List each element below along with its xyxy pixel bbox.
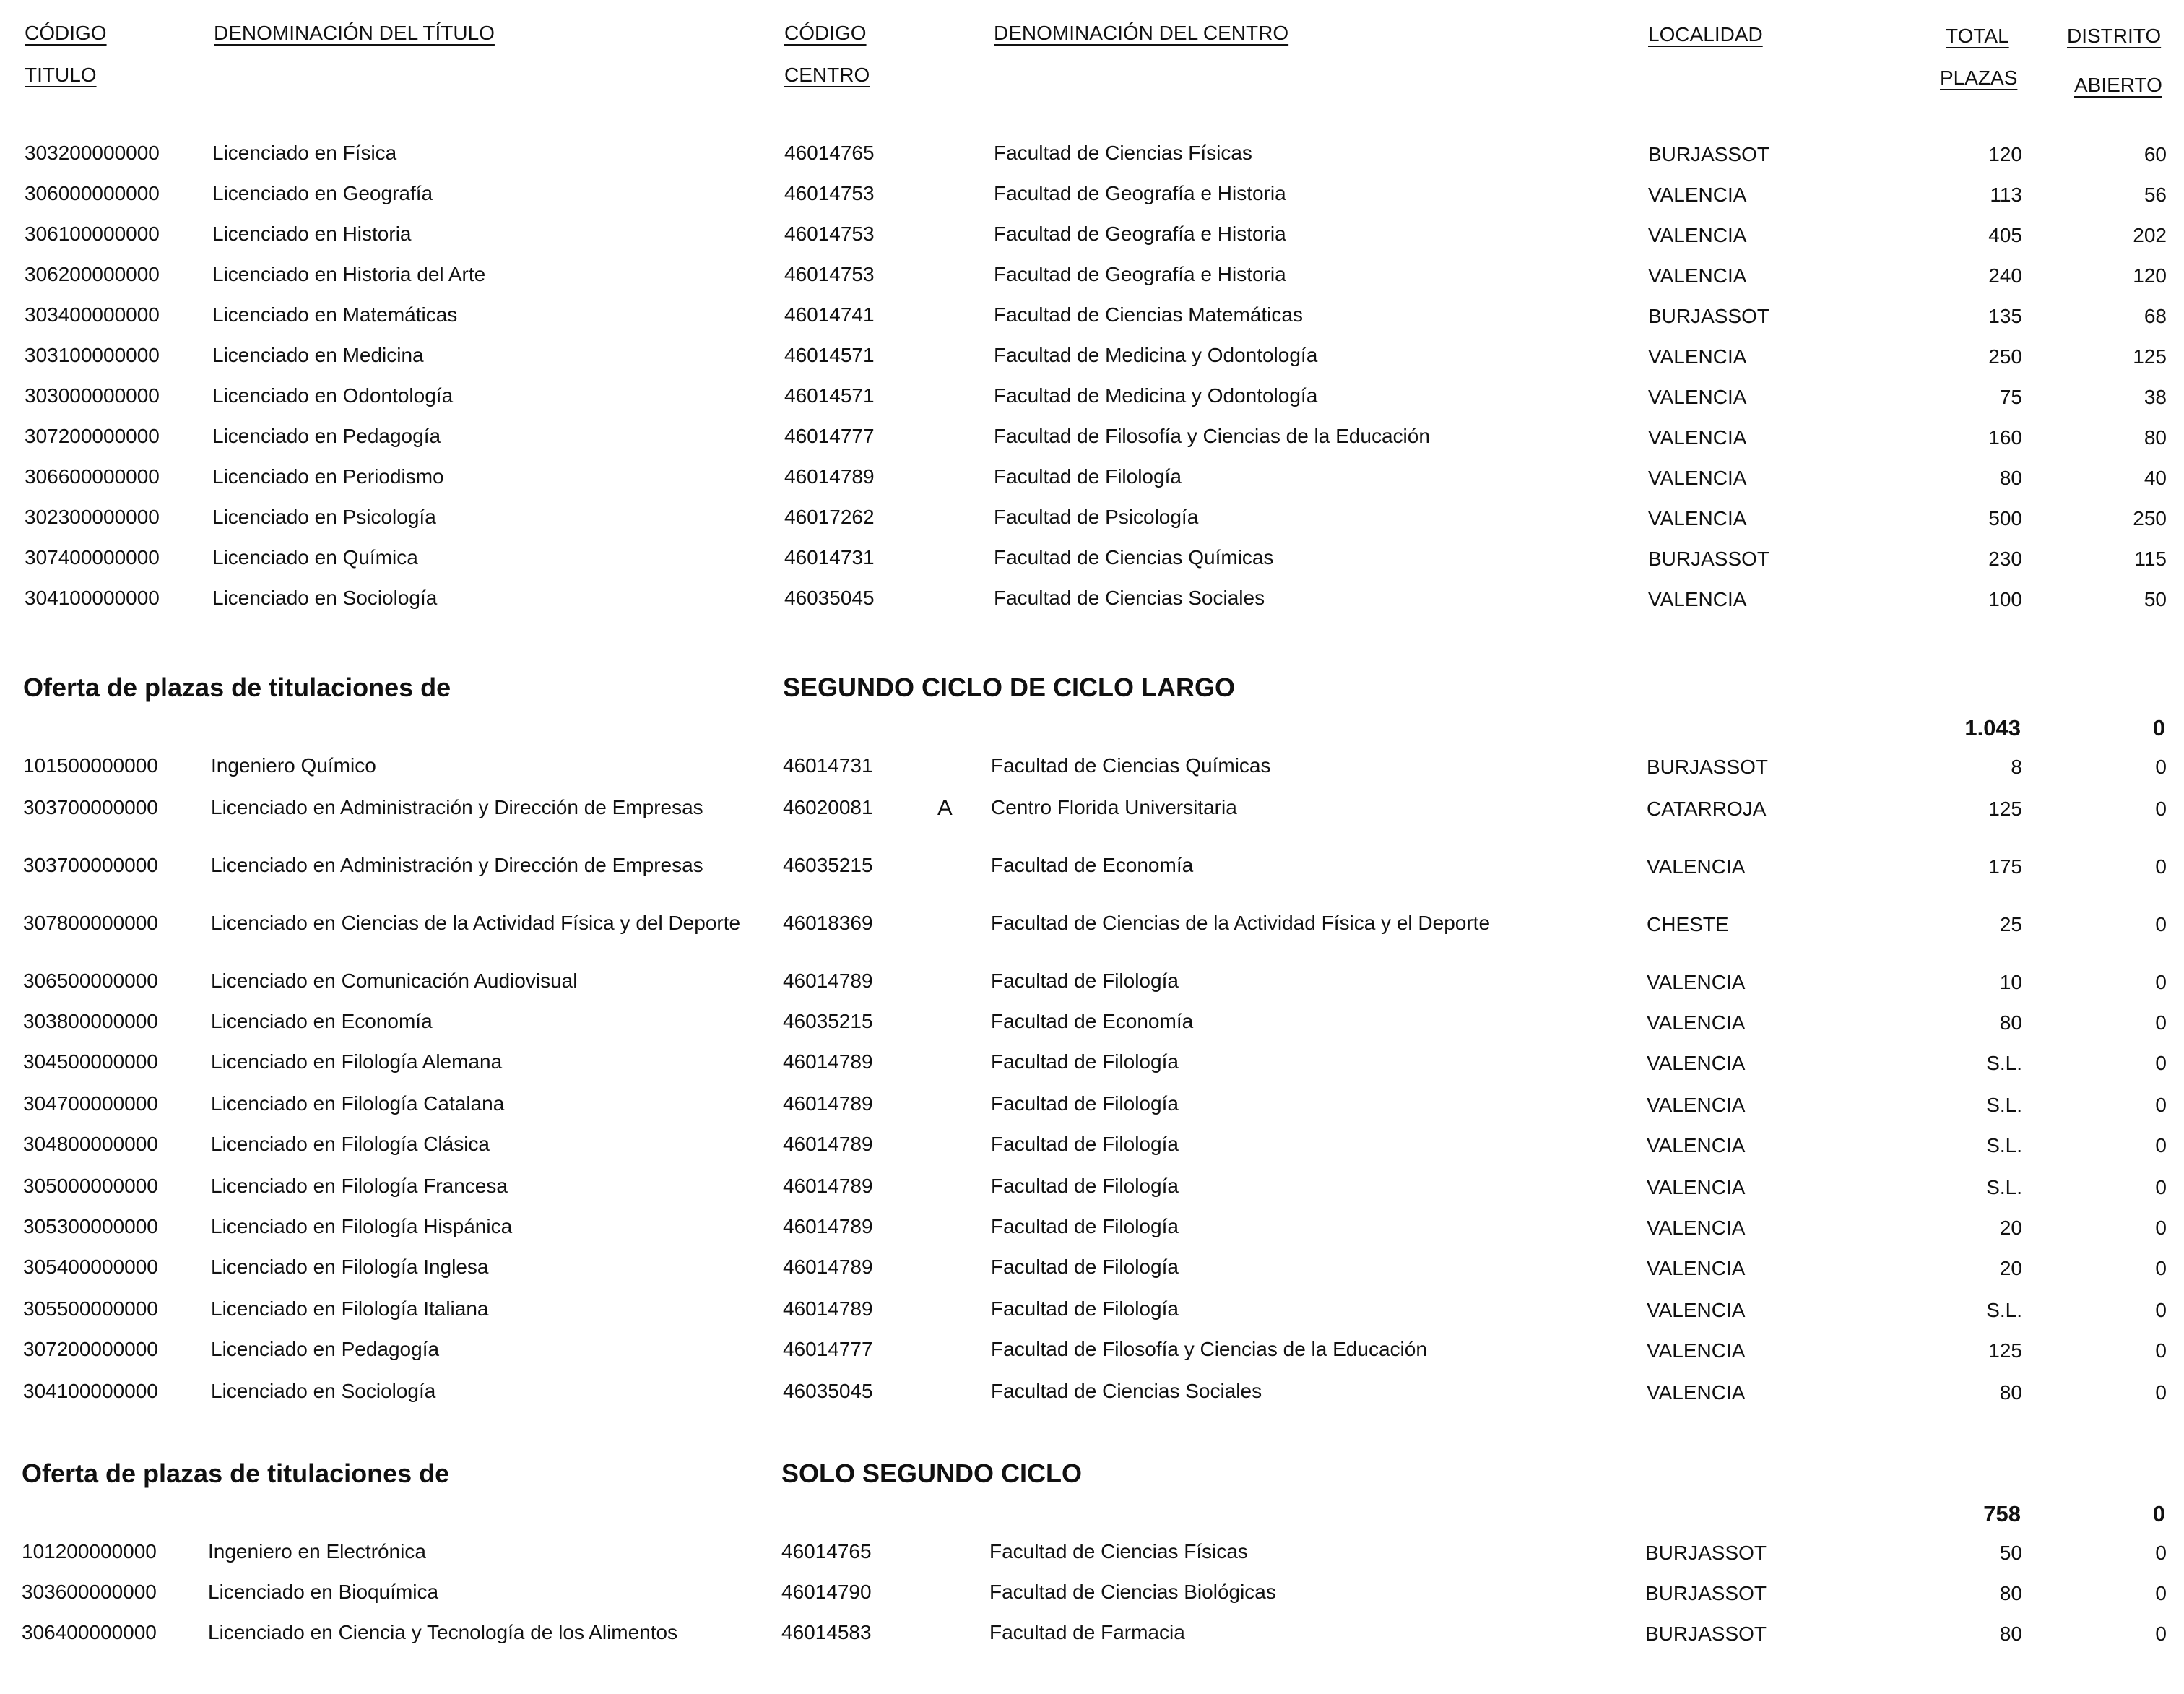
denominacion-titulo: Licenciado en Filología Clásica bbox=[211, 1133, 490, 1155]
denominacion-titulo: Licenciado en Filología Italiana bbox=[211, 1297, 489, 1320]
centro-marca: A bbox=[937, 795, 953, 820]
denominacion-titulo: Licenciado en Física bbox=[212, 142, 397, 164]
denominacion-titulo: Licenciado en Filología Alemana bbox=[211, 1050, 503, 1073]
distrito-abierto: 0 bbox=[2155, 1217, 2167, 1239]
total-plazas: 80 bbox=[1999, 1622, 2022, 1645]
codigo-titulo: 306400000000 bbox=[22, 1621, 157, 1643]
codigo-titulo: 303100000000 bbox=[25, 344, 160, 366]
denominacion-titulo: Ingeniero en Electrónica bbox=[208, 1540, 426, 1563]
denominacion-centro: Facultad de Geografía e Historia bbox=[994, 222, 1286, 245]
codigo-centro: 46014789 bbox=[784, 465, 875, 488]
denominacion-centro: Facultad de Farmacia bbox=[989, 1621, 1185, 1643]
codigo-centro: 46014789 bbox=[783, 1175, 873, 1197]
localidad: VALENCIA bbox=[1647, 1381, 1746, 1404]
total-plazas: 135 bbox=[1988, 305, 2022, 327]
denominacion-centro: Facultad de Filosofía y Ciencias de la Educación bbox=[991, 1338, 1427, 1360]
codigo-titulo: 307200000000 bbox=[25, 425, 160, 447]
codigo-titulo: 306200000000 bbox=[25, 263, 160, 285]
total-plazas: 160 bbox=[1988, 426, 2022, 449]
distrito-abierto: 202 bbox=[2133, 224, 2167, 246]
codigo-centro: 46035045 bbox=[784, 587, 875, 609]
codigo-centro: 46014765 bbox=[784, 142, 875, 164]
total-plazas: S.L. bbox=[1986, 1176, 2022, 1198]
distrito-abierto: 0 bbox=[2155, 971, 2167, 993]
denominacion-titulo: Licenciado en Economía bbox=[211, 1010, 433, 1032]
codigo-titulo: 306500000000 bbox=[23, 969, 158, 992]
denominacion-centro: Facultad de Ciencias Químicas bbox=[991, 754, 1271, 777]
section-heading: Oferta de plazas de titulaciones de bbox=[22, 1459, 450, 1488]
total-plazas: 250 bbox=[1988, 345, 2022, 368]
header-denominacion-titulo: DENOMINACIÓN DEL TÍTULO bbox=[214, 22, 495, 44]
total-plazas: S.L. bbox=[1986, 1094, 2022, 1116]
codigo-titulo: 101500000000 bbox=[23, 754, 158, 777]
denominacion-titulo: Licenciado en Odontología bbox=[212, 384, 454, 407]
codigo-titulo: 306600000000 bbox=[25, 465, 160, 488]
localidad: BURJASSOT bbox=[1645, 1542, 1767, 1564]
localidad: CHESTE bbox=[1647, 913, 1729, 935]
localidad: VALENCIA bbox=[1648, 386, 1747, 408]
denominacion-titulo: Licenciado en Química bbox=[212, 546, 418, 569]
denominacion-centro: Facultad de Filología bbox=[991, 1175, 1179, 1197]
denominacion-centro: Facultad de Ciencias Sociales bbox=[991, 1380, 1262, 1402]
localidad: VALENCIA bbox=[1647, 855, 1746, 878]
denominacion-centro: Facultad de Filología bbox=[991, 1092, 1179, 1115]
section-total-distrito: 0 bbox=[2152, 715, 2165, 740]
denominacion-centro: Facultad de Economía bbox=[991, 1010, 1194, 1032]
codigo-centro: 46014571 bbox=[784, 344, 875, 366]
codigo-centro: 46014731 bbox=[783, 754, 873, 777]
codigo-centro: 46035215 bbox=[783, 1010, 873, 1032]
localidad: VALENCIA bbox=[1647, 1339, 1746, 1362]
distrito-abierto: 0 bbox=[2155, 1094, 2167, 1116]
codigo-centro: 46035045 bbox=[783, 1380, 873, 1402]
codigo-titulo: 303800000000 bbox=[23, 1010, 158, 1032]
distrito-abierto: 120 bbox=[2133, 264, 2167, 287]
codigo-titulo: 307200000000 bbox=[23, 1338, 158, 1360]
localidad: VALENCIA bbox=[1648, 264, 1747, 287]
codigo-titulo: 303700000000 bbox=[23, 854, 158, 876]
codigo-centro: 46014777 bbox=[784, 425, 875, 447]
codigo-centro: 46014777 bbox=[783, 1338, 873, 1360]
codigo-titulo: 302300000000 bbox=[25, 506, 160, 528]
total-plazas: 175 bbox=[1988, 855, 2022, 878]
denominacion-titulo: Licenciado en Geografía bbox=[212, 182, 433, 204]
section-heading: Oferta de plazas de titulaciones de bbox=[23, 673, 451, 702]
denominacion-centro: Facultad de Filología bbox=[991, 969, 1179, 992]
codigo-titulo: 305400000000 bbox=[23, 1256, 158, 1278]
codigo-titulo: 101200000000 bbox=[22, 1540, 157, 1563]
distrito-abierto: 0 bbox=[2155, 1011, 2167, 1034]
codigo-titulo: 304500000000 bbox=[23, 1050, 158, 1073]
denominacion-centro: Facultad de Geografía e Historia bbox=[994, 182, 1286, 204]
denominacion-titulo: Licenciado en Ciencias de la Actividad Física y del Deporte bbox=[211, 912, 741, 934]
codigo-centro: 46014789 bbox=[783, 1297, 873, 1320]
denominacion-titulo: Licenciado en Historia del Arte bbox=[212, 263, 486, 285]
distrito-abierto: 0 bbox=[2155, 756, 2167, 778]
denominacion-centro: Facultad de Filología bbox=[994, 465, 1182, 488]
denominacion-centro: Facultad de Filosofía y Ciencias de la Educación bbox=[994, 425, 1430, 447]
total-plazas: 80 bbox=[1999, 1582, 2022, 1604]
header-distrito-abierto-line2: ABIERTO bbox=[2074, 74, 2162, 96]
total-plazas: 120 bbox=[1988, 143, 2022, 165]
total-plazas: 500 bbox=[1988, 507, 2022, 530]
denominacion-centro: Facultad de Ciencias de la Actividad Física y el Deporte bbox=[991, 912, 1491, 934]
total-plazas: 125 bbox=[1988, 798, 2022, 820]
denominacion-titulo: Ingeniero Químico bbox=[211, 754, 376, 777]
denominacion-centro: Facultad de Medicina y Odontología bbox=[994, 384, 1318, 407]
denominacion-titulo: Licenciado en Historia bbox=[212, 222, 412, 245]
total-plazas: 113 bbox=[1990, 183, 2022, 206]
distrito-abierto: 68 bbox=[2144, 305, 2167, 327]
denominacion-titulo: Licenciado en Filología Francesa bbox=[211, 1175, 508, 1197]
denominacion-centro: Facultad de Filología bbox=[991, 1050, 1179, 1073]
denominacion-titulo: Licenciado en Filología Inglesa bbox=[211, 1256, 489, 1278]
total-plazas: 100 bbox=[1988, 588, 2022, 610]
codigo-titulo: 303600000000 bbox=[22, 1581, 157, 1603]
section-type: SEGUNDO CICLO DE CICLO LARGO bbox=[783, 673, 1236, 702]
distrito-abierto: 0 bbox=[2155, 1176, 2167, 1198]
localidad: BURJASSOT bbox=[1647, 756, 1769, 778]
distrito-abierto: 0 bbox=[2155, 1542, 2167, 1564]
denominacion-centro: Facultad de Economía bbox=[991, 854, 1194, 876]
denominacion-titulo: Licenciado en Filología Catalana bbox=[211, 1092, 505, 1115]
header-denominacion-centro: DENOMINACIÓN DEL CENTRO bbox=[994, 22, 1289, 44]
denominacion-centro: Facultad de Ciencias Físicas bbox=[994, 142, 1252, 164]
denominacion-centro: Facultad de Geografía e Historia bbox=[994, 263, 1286, 285]
localidad: VALENCIA bbox=[1647, 1257, 1746, 1279]
denominacion-titulo: Licenciado en Ciencia y Tecnología de los Alimentos bbox=[208, 1621, 678, 1643]
header-total-plazas-line1: TOTAL bbox=[1946, 25, 2009, 47]
codigo-centro: 46014790 bbox=[781, 1581, 872, 1603]
codigo-centro: 46014789 bbox=[783, 1050, 873, 1073]
distrito-abierto: 115 bbox=[2134, 548, 2167, 570]
denominacion-centro: Facultad de Ciencias Biológicas bbox=[989, 1581, 1276, 1603]
denominacion-centro: Facultad de Medicina y Odontología bbox=[994, 344, 1318, 366]
section-total-plazas: 1.043 bbox=[1964, 715, 2021, 740]
header-total-plazas-line2: PLAZAS bbox=[1940, 66, 2018, 89]
header-codigo-titulo-line2: TITULO bbox=[25, 64, 97, 86]
codigo-titulo: 307400000000 bbox=[25, 546, 160, 569]
distrito-abierto: 80 bbox=[2144, 426, 2167, 449]
codigo-centro: 46020081 bbox=[783, 796, 873, 818]
distrito-abierto: 50 bbox=[2144, 588, 2167, 610]
distrito-abierto: 250 bbox=[2133, 507, 2167, 530]
distrito-abierto: 40 bbox=[2144, 467, 2167, 489]
localidad: BURJASSOT bbox=[1645, 1622, 1767, 1645]
total-plazas: 75 bbox=[1999, 386, 2022, 408]
codigo-titulo: 306000000000 bbox=[25, 182, 160, 204]
denominacion-titulo: Licenciado en Administración y Dirección de Empresas bbox=[211, 854, 703, 876]
distrito-abierto: 0 bbox=[2155, 1299, 2167, 1321]
total-plazas: 80 bbox=[1999, 1011, 2022, 1034]
distrito-abierto: 60 bbox=[2144, 143, 2167, 165]
denominacion-centro: Centro Florida Universitaria bbox=[991, 796, 1237, 818]
codigo-titulo: 305000000000 bbox=[23, 1175, 158, 1197]
denominacion-centro: Facultad de Filología bbox=[991, 1133, 1179, 1155]
distrito-abierto: 0 bbox=[2155, 1622, 2167, 1645]
section-total-plazas: 758 bbox=[1983, 1501, 2021, 1526]
denominacion-centro: Facultad de Ciencias Físicas bbox=[989, 1540, 1248, 1563]
denominacion-titulo: Licenciado en Sociología bbox=[211, 1380, 436, 1402]
localidad: VALENCIA bbox=[1648, 345, 1747, 368]
codigo-centro: 46014789 bbox=[783, 1256, 873, 1278]
codigo-centro: 46018369 bbox=[783, 912, 873, 934]
denominacion-titulo: Licenciado en Medicina bbox=[212, 344, 424, 366]
denominacion-centro: Facultad de Filología bbox=[991, 1297, 1179, 1320]
total-plazas: 25 bbox=[1999, 913, 2022, 935]
total-plazas: 230 bbox=[1988, 548, 2022, 570]
codigo-centro: 46014753 bbox=[784, 182, 875, 204]
codigo-titulo: 304700000000 bbox=[23, 1092, 158, 1115]
distrito-abierto: 0 bbox=[2155, 798, 2167, 820]
total-plazas: 8 bbox=[2011, 756, 2022, 778]
codigo-centro: 46014789 bbox=[783, 1133, 873, 1155]
codigo-centro: 46035215 bbox=[783, 854, 873, 876]
denominacion-titulo: Licenciado en Bioquímica bbox=[208, 1581, 439, 1603]
localidad: BURJASSOT bbox=[1648, 305, 1770, 327]
localidad: VALENCIA bbox=[1647, 1094, 1746, 1116]
codigo-centro: 46014789 bbox=[783, 1215, 873, 1237]
codigo-centro: 46014753 bbox=[784, 263, 875, 285]
localidad: VALENCIA bbox=[1647, 1134, 1746, 1157]
localidad: VALENCIA bbox=[1648, 426, 1747, 449]
localidad: VALENCIA bbox=[1647, 1299, 1746, 1321]
header-codigo-centro-line1: CÓDIGO bbox=[784, 22, 867, 44]
codigo-centro: 46014583 bbox=[781, 1621, 872, 1643]
denominacion-titulo: Licenciado en Periodismo bbox=[212, 465, 444, 488]
codigo-titulo: 303700000000 bbox=[23, 796, 158, 818]
denominacion-titulo: Licenciado en Comunicación Audiovisual bbox=[211, 969, 578, 992]
denominacion-titulo: Licenciado en Pedagogía bbox=[212, 425, 441, 447]
total-plazas: 10 bbox=[1999, 971, 2022, 993]
total-plazas: 80 bbox=[1999, 1381, 2022, 1404]
header-codigo-centro-line2: CENTRO bbox=[784, 64, 870, 86]
localidad: VALENCIA bbox=[1648, 507, 1747, 530]
total-plazas: S.L. bbox=[1986, 1299, 2022, 1321]
codigo-titulo: 305300000000 bbox=[23, 1215, 158, 1237]
section-type: SOLO SEGUNDO CICLO bbox=[781, 1459, 1083, 1488]
denominacion-titulo: Licenciado en Administración y Dirección de Empresas bbox=[211, 796, 703, 818]
total-plazas: 20 bbox=[1999, 1217, 2022, 1239]
codigo-centro: 46014731 bbox=[784, 546, 875, 569]
codigo-centro: 46014741 bbox=[784, 303, 875, 326]
denominacion-centro: Facultad de Ciencias Matemáticas bbox=[994, 303, 1303, 326]
localidad: VALENCIA bbox=[1647, 1011, 1746, 1034]
codigo-centro: 46014571 bbox=[784, 384, 875, 407]
codigo-centro: 46014765 bbox=[781, 1540, 872, 1563]
denominacion-centro: Facultad de Ciencias Sociales bbox=[994, 587, 1265, 609]
distrito-abierto: 0 bbox=[2155, 1339, 2167, 1362]
header-localidad: LOCALIDAD bbox=[1648, 23, 1763, 46]
codigo-centro: 46014789 bbox=[783, 969, 873, 992]
localidad: VALENCIA bbox=[1647, 1176, 1746, 1198]
codigo-titulo: 303000000000 bbox=[25, 384, 160, 407]
denominacion-centro: Facultad de Psicología bbox=[994, 506, 1199, 528]
codigo-titulo: 307800000000 bbox=[23, 912, 158, 934]
distrito-abierto: 0 bbox=[2155, 913, 2167, 935]
distrito-abierto: 56 bbox=[2144, 183, 2167, 206]
localidad: CATARROJA bbox=[1647, 798, 1767, 820]
localidad: BURJASSOT bbox=[1645, 1582, 1767, 1604]
header-codigo-titulo-line1: CÓDIGO bbox=[25, 22, 107, 44]
denominacion-titulo: Licenciado en Pedagogía bbox=[211, 1338, 440, 1360]
codigo-titulo: 304800000000 bbox=[23, 1133, 158, 1155]
section-total-distrito: 0 bbox=[2152, 1501, 2165, 1526]
total-plazas: 405 bbox=[1988, 224, 2022, 246]
distrito-abierto: 38 bbox=[2144, 386, 2167, 408]
total-plazas: S.L. bbox=[1986, 1134, 2022, 1157]
denominacion-titulo: Licenciado en Psicología bbox=[212, 506, 436, 528]
denominacion-titulo: Licenciado en Matemáticas bbox=[212, 303, 458, 326]
localidad: VALENCIA bbox=[1648, 183, 1747, 206]
denominacion-centro: Facultad de Ciencias Químicas bbox=[994, 546, 1274, 569]
localidad: VALENCIA bbox=[1647, 1052, 1746, 1074]
distrito-abierto: 0 bbox=[2155, 1582, 2167, 1604]
denominacion-titulo: Licenciado en Sociología bbox=[212, 587, 438, 609]
total-plazas: S.L. bbox=[1986, 1052, 2022, 1074]
denominacion-centro: Facultad de Filología bbox=[991, 1256, 1179, 1278]
denominacion-centro: Facultad de Filología bbox=[991, 1215, 1179, 1237]
codigo-centro: 46017262 bbox=[784, 506, 875, 528]
localidad: VALENCIA bbox=[1648, 224, 1747, 246]
total-plazas: 80 bbox=[1999, 467, 2022, 489]
codigo-titulo: 304100000000 bbox=[23, 1380, 158, 1402]
distrito-abierto: 0 bbox=[2155, 1257, 2167, 1279]
localidad: VALENCIA bbox=[1648, 467, 1747, 489]
total-plazas: 125 bbox=[1988, 1339, 2022, 1362]
localidad: VALENCIA bbox=[1647, 1217, 1746, 1239]
distrito-abierto: 0 bbox=[2155, 1052, 2167, 1074]
total-plazas: 50 bbox=[1999, 1542, 2022, 1564]
codigo-centro: 46014753 bbox=[784, 222, 875, 245]
distrito-abierto: 125 bbox=[2133, 345, 2167, 368]
distrito-abierto: 0 bbox=[2155, 855, 2167, 878]
codigo-titulo: 304100000000 bbox=[25, 587, 160, 609]
codigo-titulo: 306100000000 bbox=[25, 222, 160, 245]
localidad: BURJASSOT bbox=[1648, 143, 1770, 165]
localidad: VALENCIA bbox=[1647, 971, 1746, 993]
total-plazas: 240 bbox=[1988, 264, 2022, 287]
distrito-abierto: 0 bbox=[2155, 1134, 2167, 1157]
distrito-abierto: 0 bbox=[2155, 1381, 2167, 1404]
codigo-titulo: 303200000000 bbox=[25, 142, 160, 164]
total-plazas: 20 bbox=[1999, 1257, 2022, 1279]
denominacion-titulo: Licenciado en Filología Hispánica bbox=[211, 1215, 513, 1237]
codigo-titulo: 303400000000 bbox=[25, 303, 160, 326]
codigo-titulo: 305500000000 bbox=[23, 1297, 158, 1320]
header-distrito-abierto-line1: DISTRITO bbox=[2067, 25, 2162, 47]
localidad: VALENCIA bbox=[1648, 588, 1747, 610]
codigo-centro: 46014789 bbox=[783, 1092, 873, 1115]
localidad: BURJASSOT bbox=[1648, 548, 1770, 570]
